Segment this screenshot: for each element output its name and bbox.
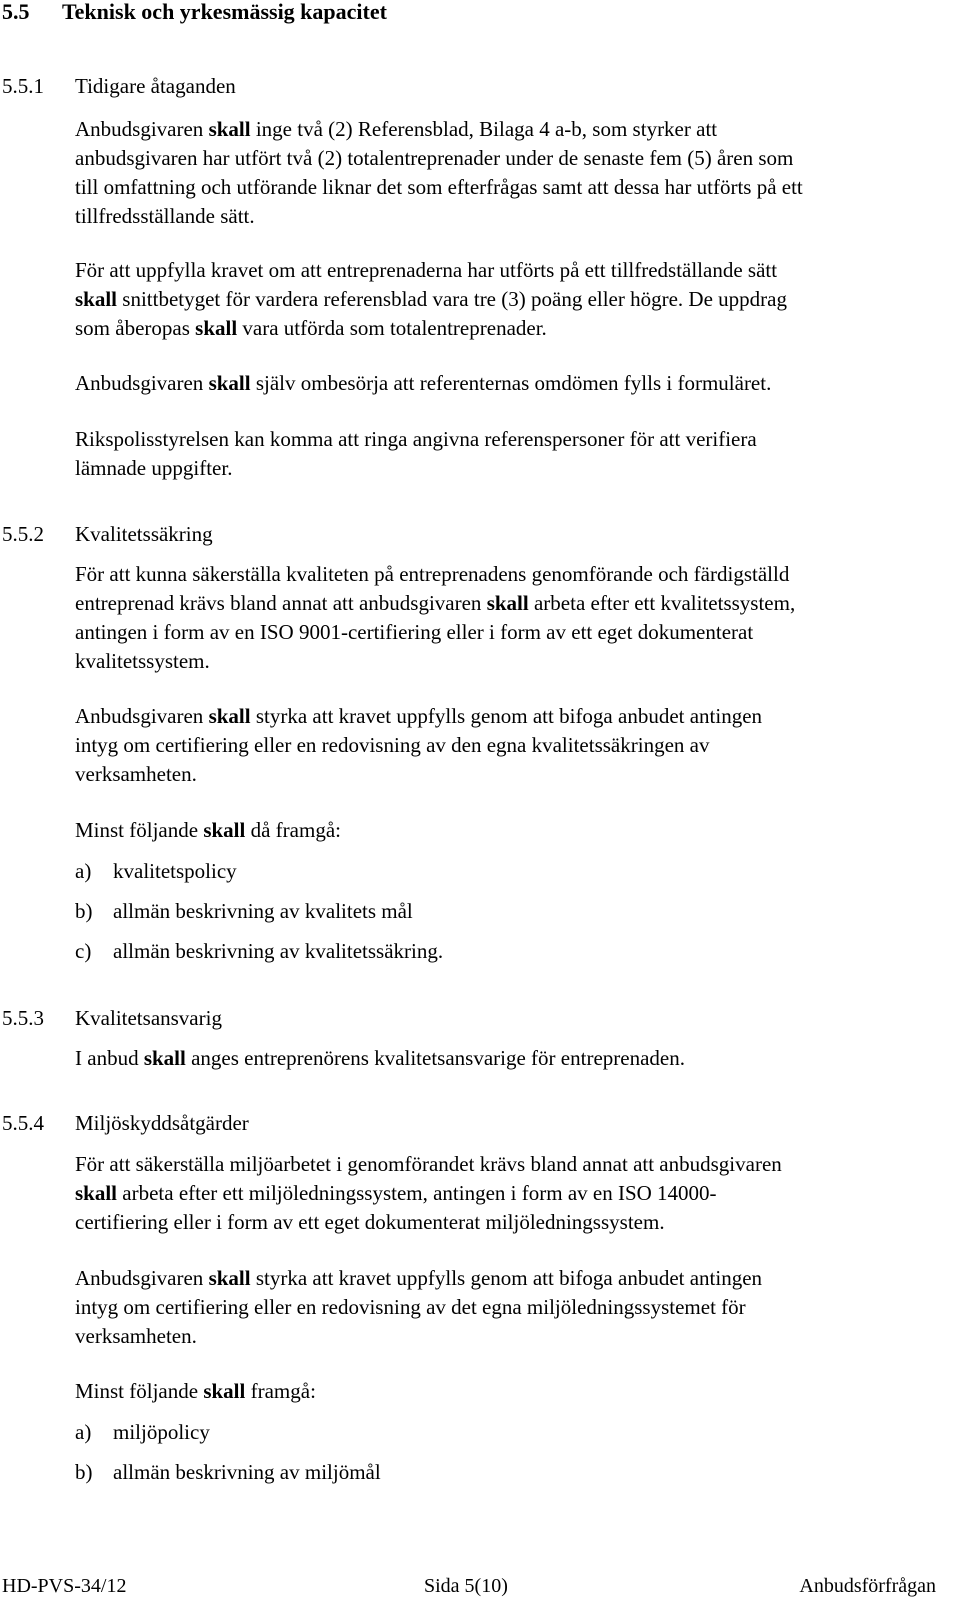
subsection-title: Tidigare åtaganden [75,74,236,98]
section-title: Teknisk och yrkesmässig kapacitet [62,0,387,24]
list-item [75,857,955,886]
list-label: a) [75,859,92,883]
text-line: Anbudsgivaren skall själv ombesörja att referenternas omdömen fylls i formuläret. [75,371,772,395]
list-text: allmän beskrivning av miljömål [113,1460,381,1484]
text-line: som åberopas skall vara utförda som totalentreprenader. [75,316,547,340]
text-line: I anbud skall anges entreprenörens kvalitetsansvarige för entreprenaden. [75,1046,685,1070]
text-line: verksamheten. [75,1324,197,1348]
list-text: miljöpolicy [113,1420,210,1444]
list-item [75,1458,955,1487]
list-label: c) [75,939,92,963]
subsection-number: 5.5.4 [2,1111,44,1135]
paragraph [75,1150,955,1237]
emphasis: skall [208,117,251,141]
text-line: skall snittbetyget för vardera referensblad vara tre (3) poäng eller högre. De uppdrag [75,287,787,311]
emphasis: skall [75,287,118,311]
paragraph [75,369,955,398]
footer-document-id: HD-PVS-34/12 [2,1575,127,1597]
emphasis: skall [203,818,246,842]
paragraph [75,702,955,789]
text-line: kvalitetssystem. [75,649,210,673]
text-line: För att säkerställa miljöarbetet i genomförandet krävs bland annat att anbudsgivaren [75,1152,782,1176]
list-text: kvalitetspolicy [113,859,237,883]
paragraph [75,256,955,343]
text-line: För att uppfylla kravet om att entreprenaderna har utförts på ett tillfredställande sätt [75,258,778,282]
emphasis: skall [195,316,238,340]
list-item [75,1418,955,1447]
emphasis: skall [208,704,251,728]
text-line: till omfattning och utförande liknar det som efterfrågas samt att dessa har utförts på ett [75,175,803,199]
text-line: Minst följande skall då framgå: [75,818,341,842]
paragraph [75,115,955,231]
text-line: Anbudsgivaren skall styrka att kravet uppfylls genom att bifoga anbudet antingen [75,704,763,728]
list-text: allmän beskrivning av kvalitets mål [113,899,413,923]
text-line: intyg om certifiering eller en redovisning av den egna kvalitetssäkringen av [75,733,710,757]
text-line: anbudsgivaren har utfört två (2) totalentreprenader under de senaste fem (5) åren som [75,146,794,170]
paragraph [75,560,955,676]
text-line: Rikspolisstyrelsen kan komma att ringa angivna referenspersoner för att verifiera [75,427,757,451]
emphasis: skall [208,1266,251,1290]
subsection-title: Miljöskyddsåtgärder [75,1111,249,1135]
subsection-number: 5.5.3 [2,1006,44,1030]
text-line: certifiering eller i form av ett eget dokumenterat miljöledningssystem. [75,1210,665,1234]
list-item [75,937,955,966]
text-line: antingen i form av en ISO 9001-certifiering eller i form av ett eget dokumenterat [75,620,754,644]
paragraph [75,1264,955,1351]
text-line: Anbudsgivaren skall inge två (2) Referensblad, Bilaga 4 a-b, som styrker att [75,117,718,141]
emphasis: skall [75,1181,118,1205]
emphasis: skall [208,371,251,395]
paragraph [75,816,955,845]
footer-document-type: Anbudsförfrågan [799,1575,936,1597]
list-text: allmän beskrivning av kvalitetssäkring. [113,939,444,963]
text-line: Anbudsgivaren skall styrka att kravet uppfylls genom att bifoga anbudet antingen [75,1266,763,1290]
paragraph [75,1377,955,1406]
subsection-number: 5.5.1 [2,74,44,98]
section-number: 5.5 [2,0,30,24]
list-label: b) [75,899,93,923]
footer-page-number: Sida 5(10) [424,1575,508,1597]
subsection-title: Kvalitetssäkring [75,522,213,546]
text-line: tillfredsställande sätt. [75,204,255,228]
subsection-title: Kvalitetsansvarig [75,1006,222,1030]
text-line: Minst följande skall framgå: [75,1379,316,1403]
emphasis: skall [143,1046,186,1070]
paragraph [75,1044,955,1073]
list-item [75,897,955,926]
emphasis: skall [203,1379,246,1403]
text-line: verksamheten. [75,762,197,786]
emphasis: skall [486,591,529,615]
paragraph [75,425,955,483]
subsection-number: 5.5.2 [2,522,44,546]
text-line: skall arbeta efter ett miljöledningssystem, antingen i form av en ISO 14000- [75,1181,717,1205]
list-label: a) [75,1420,92,1444]
text-line: För att kunna säkerställa kvaliteten på entreprenadens genomförande och färdigställd [75,562,790,586]
text-line: lämnade uppgifter. [75,456,233,480]
list-label: b) [75,1460,93,1484]
text-line: intyg om certifiering eller en redovisning av det egna miljöledningssystemet för [75,1295,746,1319]
text-line: entreprenad krävs bland annat att anbudsgivaren skall arbeta efter ett kvalitetssystem, [75,591,796,615]
